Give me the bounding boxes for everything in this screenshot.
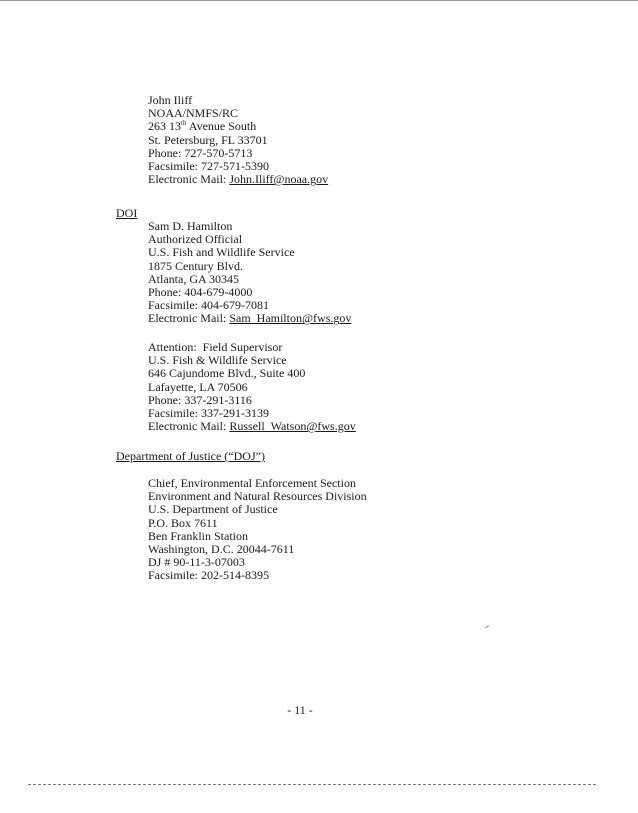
stray-pen-mark — [485, 625, 491, 631]
email-label: Electronic Mail: — [148, 419, 230, 434]
contact-street: 1875 Century Blvd. — [148, 258, 243, 273]
email-link[interactable]: Sam_Hamilton@fws.gov — [229, 311, 352, 326]
contact-phone: Phone: 337-291-3116 — [148, 392, 252, 407]
street-name: Avenue South — [186, 119, 257, 134]
contact-name: John Iliff — [148, 93, 193, 107]
contact-agency: U.S. Fish & Wildlife Service — [148, 353, 287, 368]
section-heading-doj: Department of Justice (“DOJ”) — [116, 449, 265, 463]
contact-city: St. Petersburg, FL 33701 — [148, 132, 268, 147]
contact-city: Washington, D.C. 20044-7611 — [148, 542, 295, 557]
contact-city: Atlanta, GA 30345 — [148, 271, 239, 286]
page-number: - 11 - — [287, 703, 313, 717]
contact-facsimile: Facsimile: 404-679-7081 — [148, 298, 269, 313]
street-number: 263 13 — [148, 119, 181, 134]
contact-agency: U.S. Fish and Wildlife Service — [148, 245, 295, 260]
contact-street — [148, 120, 328, 133]
contact-phone: Phone: 727-570-5713 — [148, 145, 253, 160]
contact-city: Lafayette, LA 70506 — [148, 379, 248, 394]
contact-dj-number: DJ # 90-11-3-07003 — [148, 555, 245, 570]
doi-contact-block-2 — [148, 341, 356, 433]
email-link[interactable]: Russell_Watson@fws.gov — [229, 419, 356, 434]
contact-email-line — [148, 420, 356, 433]
contact-email-line — [148, 312, 351, 325]
contact-attention: Attention: Field Supervisor — [148, 340, 283, 354]
contact-title: Chief, Environmental Enforcement Section — [148, 476, 356, 490]
top-edge-rule — [0, 0, 638, 1]
contact-office: NOAA/NMFS/RC — [148, 106, 239, 121]
email-link[interactable]: John.Iliff@noaa.gov — [229, 172, 329, 187]
contact-department: U.S. Department of Justice — [148, 502, 278, 517]
contact-po-box: P.O. Box 7611 — [148, 515, 218, 530]
contact-name: Sam D. Hamilton — [148, 219, 233, 233]
contact-phone: Phone: 404-679-4000 — [148, 285, 253, 300]
contact-email-line — [148, 173, 328, 186]
street-ordinal-suffix: th — [181, 119, 187, 128]
contact-division: Environment and Natural Resources Division — [148, 489, 367, 504]
email-label: Electronic Mail: — [148, 172, 230, 187]
bottom-scan-rule — [28, 784, 596, 785]
doi-contact-block-1 — [148, 220, 351, 326]
contact-street: 646 Cajundome Blvd., Suite 400 — [148, 366, 306, 381]
contact-facsimile: Facsimile: 202-514-8395 — [148, 568, 269, 583]
email-label: Electronic Mail: — [148, 311, 230, 326]
section-heading-doi: DOI — [116, 206, 138, 220]
contact-facsimile: Facsimile: 337-291-3139 — [148, 406, 269, 421]
contact-title: Authorized Official — [148, 232, 243, 247]
contact-station: Ben Franklin Station — [148, 528, 248, 543]
contact-facsimile: Facsimile: 727-571-5390 — [148, 159, 269, 174]
doj-contact-block — [148, 477, 367, 583]
noaa-contact-block — [148, 94, 328, 186]
